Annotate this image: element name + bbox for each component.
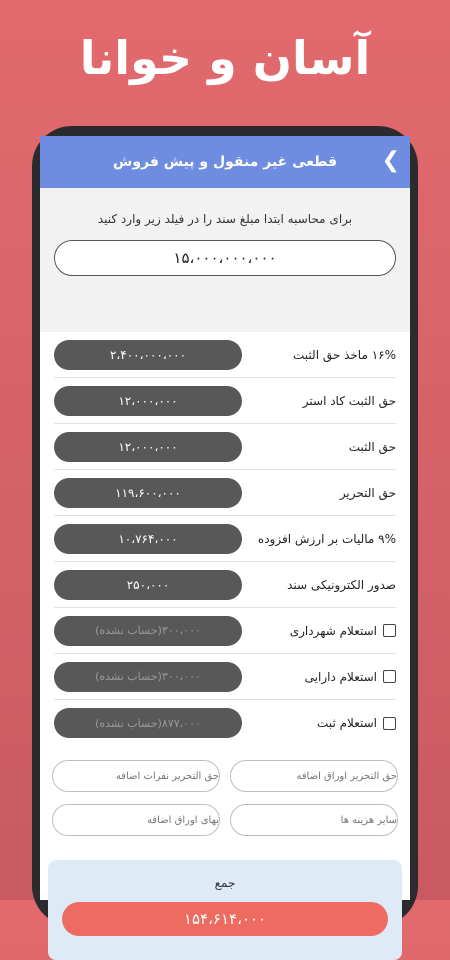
inquiry-row-finance[interactable] (54, 654, 396, 700)
inquiry-value: ۳۰۰،۰۰۰(حساب نشده) (54, 616, 242, 646)
total-section (48, 860, 402, 960)
top-bar (40, 136, 410, 188)
fee-list (40, 332, 410, 746)
inquiry-value: ۳۰۰،۰۰۰(حساب نشده) (54, 662, 242, 692)
fee-value: ۱۲،۰۰۰،۰۰۰ (54, 386, 242, 416)
entry-hint: برای محاسبه ابتدا مبلغ سند را در فیلد زیر وارد کنید (97, 212, 353, 226)
inquiry-label: استعلام ثبت (317, 716, 377, 730)
page-title: قطعی غیر منقول و پیش فروش (113, 154, 337, 170)
chevron-left-icon[interactable]: ❯ (381, 148, 400, 173)
document-amount-input[interactable] (54, 240, 396, 276)
amount-entry-section (40, 188, 410, 332)
registry-checkbox[interactable] (383, 717, 396, 730)
municipality-checkbox[interactable] (383, 624, 396, 637)
app-screen (40, 136, 410, 928)
fee-value: ۱۰،۷۶۴،۰۰۰ (54, 524, 242, 554)
fee-label: ۹% مالیات بر ارزش افزوده (257, 531, 396, 546)
fee-row-electronic-issue (54, 562, 396, 608)
other-costs-input[interactable] (230, 804, 398, 836)
total-value: ۱۵۴،۶۱۴،۰۰۰ (62, 902, 388, 936)
fee-row-cadastre (54, 378, 396, 424)
extra-pages-price-input[interactable] (52, 804, 220, 836)
extra-fees-grid (40, 746, 410, 836)
inquiry-value: ۸۷۷،۰۰۰(حساب نشده) (54, 708, 242, 738)
fee-label: صدور الکترونیکی سند (287, 577, 396, 592)
fee-label: حق الثبت (348, 439, 396, 454)
inquiry-row-registry[interactable] (54, 700, 396, 746)
fee-label: حق الثبت کاد استر (302, 393, 396, 408)
total-label: جمع (214, 876, 236, 890)
fee-row-vat (54, 516, 396, 562)
inquiry-label: استعلام شهرداری (289, 623, 377, 638)
fee-row-drafting (54, 470, 396, 516)
extra-parties-fee-input[interactable] (52, 760, 220, 792)
fee-value: ۲۵۰،۰۰۰ (54, 570, 242, 600)
fee-row-registration (54, 424, 396, 470)
fee-label: حق التحریر (339, 485, 396, 500)
fee-label: ۱۶% ماخذ حق الثبت (293, 347, 396, 362)
fee-value: ۱۱۹،۶۰۰،۰۰۰ (54, 478, 242, 508)
inquiry-row-municipality[interactable] (54, 608, 396, 654)
hero-title: آسان و خوانا (79, 31, 371, 85)
fee-value: ۲،۴۰۰،۰۰۰،۰۰۰ (54, 340, 242, 370)
inquiry-label: استعلام دارایی (304, 669, 377, 684)
fee-value: ۱۲،۰۰۰،۰۰۰ (54, 432, 242, 462)
extra-pages-fee-input[interactable] (230, 760, 398, 792)
finance-checkbox[interactable] (383, 670, 396, 683)
fee-row-registration-base (54, 332, 396, 378)
